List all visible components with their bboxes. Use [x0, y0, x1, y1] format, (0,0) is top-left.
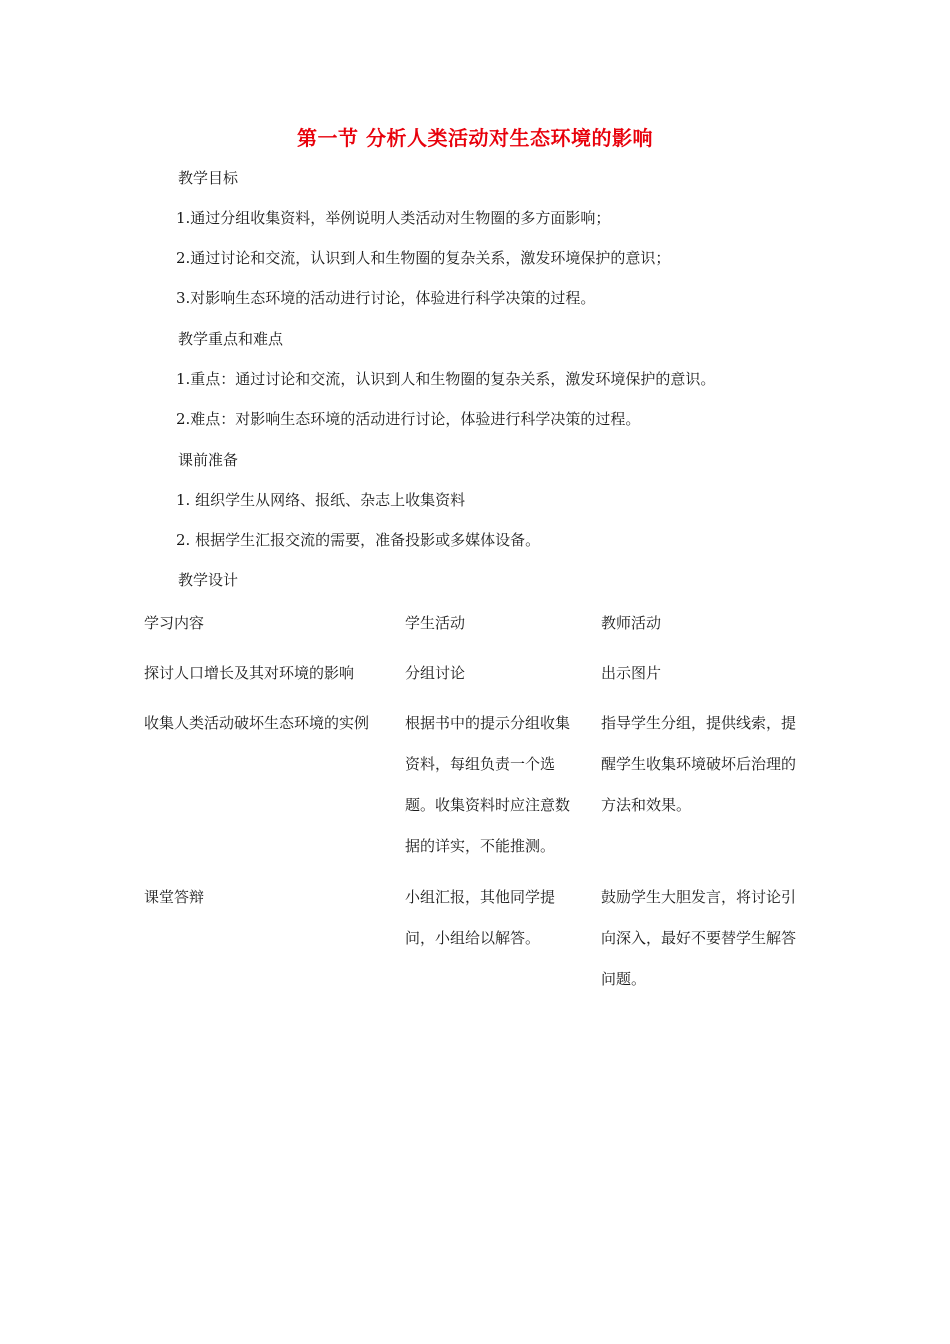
preparation-item: 2. 根据学生汇报交流的需要，准备投影或多媒体设备。: [176, 531, 541, 549]
table-header-student: 学生活动: [405, 614, 466, 632]
section-heading-objectives: 教学目标: [178, 169, 239, 187]
objective-item: 1.通过分组收集资料，举例说明人类活动对生物圈的多方面影响；: [176, 209, 611, 227]
table-cell: 小组汇报，其他同学提问，小组给以解答。: [405, 888, 556, 947]
table-cell: 根据书中的提示分组收集资料，每组负责一个选题。收集资料时应注意数据的详实，不能推测。: [405, 714, 571, 855]
page-title: 第一节 分析人类活动对生态环境的影响: [297, 126, 653, 150]
key-point-item: 2.难点：对影响生态环境的活动进行讨论，体验进行科学决策的过程。: [176, 410, 641, 428]
table-cell: 探讨人口增长及其对环境的影响: [144, 664, 355, 682]
key-point-item: 1.重点：通过讨论和交流，认识到人和生物圈的复杂关系，激发环境保护的意识。: [176, 370, 716, 388]
table-cell: 鼓励学生大胆发言，将讨论引向深入，最好不要替学生解答问题。: [601, 888, 797, 988]
table-cell: 出示图片: [601, 664, 662, 682]
objective-item: 3.对影响生态环境的活动进行讨论，体验进行科学决策的过程。: [176, 289, 596, 307]
section-heading-key-points: 教学重点和难点: [178, 330, 284, 348]
table-cell: 收集人类活动破坏生态环境的实例: [144, 714, 370, 732]
table-header-content: 学习内容: [144, 614, 205, 632]
objective-item: 2.通过讨论和交流，认识到人和生物圈的复杂关系，激发环境保护的意识；: [176, 249, 671, 267]
table-cell: 指导学生分组，提供线索，提醒学生收集环境破坏后治理的方法和效果。: [601, 714, 797, 814]
section-heading-preparation: 课前准备: [178, 451, 239, 469]
table-header-teacher: 教师活动: [601, 614, 662, 632]
table-cell: 分组讨论: [405, 664, 466, 682]
section-heading-design: 教学设计: [178, 571, 239, 589]
table-cell: 课堂答辩: [144, 888, 205, 906]
preparation-item: 1. 组织学生从网络、报纸、杂志上收集资料: [176, 491, 466, 509]
